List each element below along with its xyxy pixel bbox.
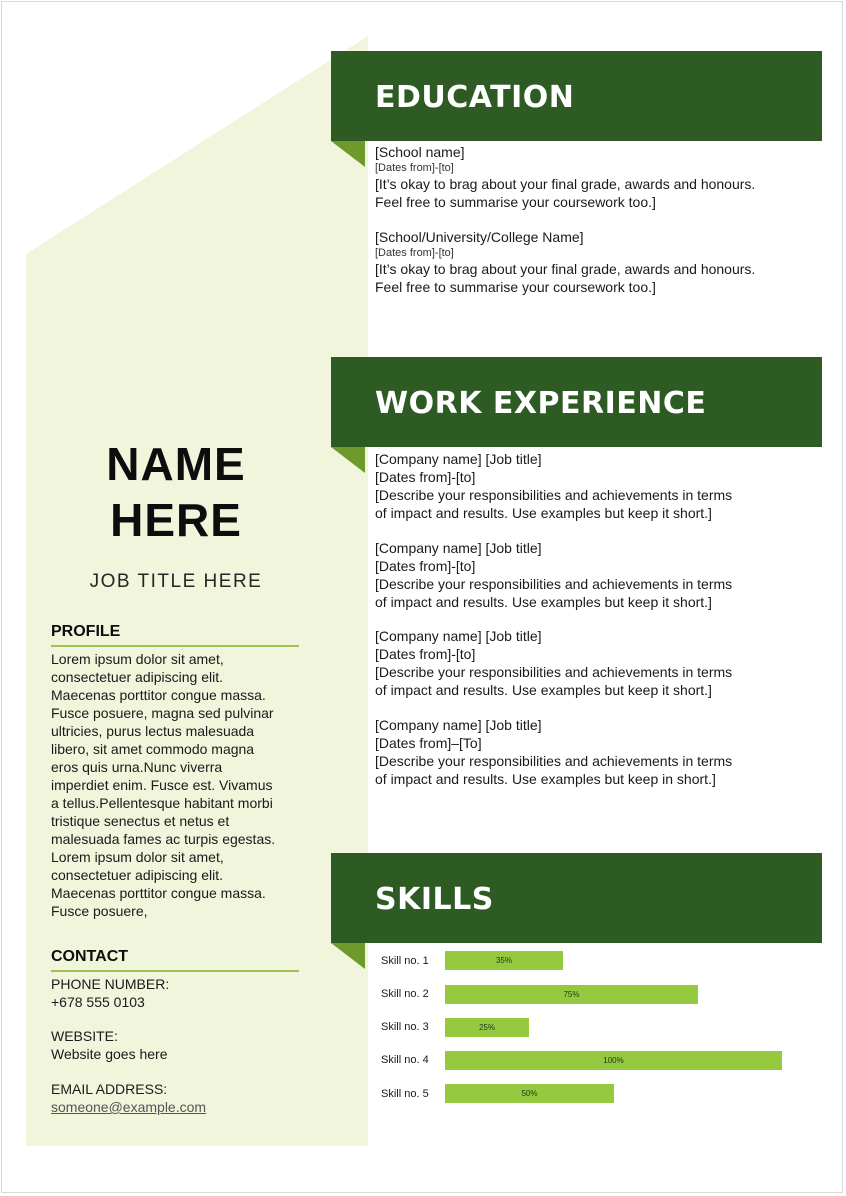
name-line-1: NAME <box>106 438 246 490</box>
education-entry <box>375 143 815 211</box>
entry-title: [Company name] [Job title] <box>375 717 542 733</box>
phone-value: +678 555 0103 <box>51 994 145 1010</box>
profile-line: consectetuer adipiscing elit. <box>51 669 223 685</box>
skill-label: Skill no. 5 <box>381 1088 429 1100</box>
skill-label: Skill no. 4 <box>381 1054 429 1066</box>
entry-dates: [Dates from]-[to] <box>375 247 454 259</box>
name-line-2: HERE <box>110 494 242 546</box>
work-entry <box>375 716 815 788</box>
profile-line: Maecenas porttitor congue massa. <box>51 885 266 901</box>
website-label: WEBSITE: <box>51 1028 118 1044</box>
entry-dates: [Dates from]–[To] <box>375 735 482 751</box>
education-entry <box>375 228 815 296</box>
profile-line: malesuada fames ac turpis egestas. <box>51 831 276 847</box>
skill-label: Skill no. 3 <box>381 1021 429 1033</box>
contact-heading: CONTACT <box>51 948 299 972</box>
email-block <box>51 1080 206 1116</box>
work-entry <box>375 450 815 522</box>
entry-desc: Feel free to summarise your coursework too.] <box>375 194 656 210</box>
entry-desc: [It’s okay to brag about your final grade, awards and honours. <box>375 261 756 277</box>
skills-heading: SKILLS <box>375 882 494 917</box>
entry-dates: [Dates from]-[to] <box>375 469 476 485</box>
skill-bar: 25% <box>445 1018 529 1037</box>
skill-label: Skill no. 1 <box>381 955 429 967</box>
entry-desc: [Describe your responsibilities and achievements in terms <box>375 576 733 592</box>
entry-desc: [Describe your responsibilities and achievements in terms <box>375 753 733 769</box>
work-entry <box>375 539 815 611</box>
entry-title: [Company name] [Job title] <box>375 451 542 467</box>
work-entry <box>375 627 815 699</box>
entry-desc: Feel free to summarise your coursework too.] <box>375 279 656 295</box>
education-heading: EDUCATION <box>375 80 575 115</box>
profile-line: Maecenas porttitor congue massa. <box>51 687 266 703</box>
profile-line: ultricies, purus lectus malesuada <box>51 723 255 739</box>
education-header <box>331 51 822 141</box>
skill-label: Skill no. 2 <box>381 988 429 1000</box>
email-link[interactable]: someone@example.com <box>51 1099 207 1115</box>
skill-bar: 100% <box>445 1051 782 1070</box>
phone-label: PHONE NUMBER: <box>51 976 170 992</box>
website-value: Website goes here <box>51 1046 168 1062</box>
job-title: JOB TITLE HERE <box>89 571 263 592</box>
entry-desc: of impact and results. Use examples but keep in short.] <box>375 771 716 787</box>
phone-block <box>51 975 169 1011</box>
profile-line: Lorem ipsum dolor sit amet, <box>51 651 224 667</box>
entry-title: [Company name] [Job title] <box>375 628 542 644</box>
entry-desc: of impact and results. Use examples but keep it short.] <box>375 682 712 698</box>
skills-header <box>331 853 822 943</box>
profile-heading: PROFILE <box>51 623 299 647</box>
entry-dates: [Dates from]-[to] <box>375 646 476 662</box>
profile-line: eros quis urna.Nunc viverra <box>51 759 223 775</box>
profile-line: imperdiet enim. Fusce est. Vivamus <box>51 777 273 793</box>
profile-line: Lorem ipsum dolor sit amet, <box>51 849 224 865</box>
entry-desc: [It’s okay to brag about your final grade, awards and honours. <box>375 176 756 192</box>
entry-dates: [Dates from]-[to] <box>375 558 476 574</box>
candidate-name <box>26 436 326 548</box>
work-heading: WORK EXPERIENCE <box>375 386 707 421</box>
skill-bar: 35% <box>445 951 563 970</box>
entry-desc: of impact and results. Use examples but keep it short.] <box>375 505 712 521</box>
website-block <box>51 1027 167 1063</box>
entry-title: [School name] <box>375 144 465 160</box>
profile-text <box>51 650 311 920</box>
entry-desc: of impact and results. Use examples but keep it short.] <box>375 594 712 610</box>
entry-dates: [Dates from]-[to] <box>375 162 454 174</box>
profile-line: Fusce posuere, <box>51 903 148 919</box>
email-label: EMAIL ADDRESS: <box>51 1081 168 1097</box>
work-header <box>331 357 822 447</box>
skill-bar: 50% <box>445 1084 614 1103</box>
entry-title: [School/University/College Name] <box>375 229 584 245</box>
entry-title: [Company name] [Job title] <box>375 540 542 556</box>
profile-line: Fusce posuere, magna sed pulvinar <box>51 705 274 721</box>
profile-line: tristique senectus et netus et <box>51 813 230 829</box>
entry-desc: [Describe your responsibilities and achievements in terms <box>375 664 733 680</box>
profile-line: a tellus.Pellentesque habitant morbi <box>51 795 273 811</box>
entry-desc: [Describe your responsibilities and achievements in terms <box>375 487 733 503</box>
skill-bar: 75% <box>445 985 698 1004</box>
profile-line: libero, sit amet commodo magna <box>51 741 255 757</box>
profile-line: consectetuer adipiscing elit. <box>51 867 223 883</box>
